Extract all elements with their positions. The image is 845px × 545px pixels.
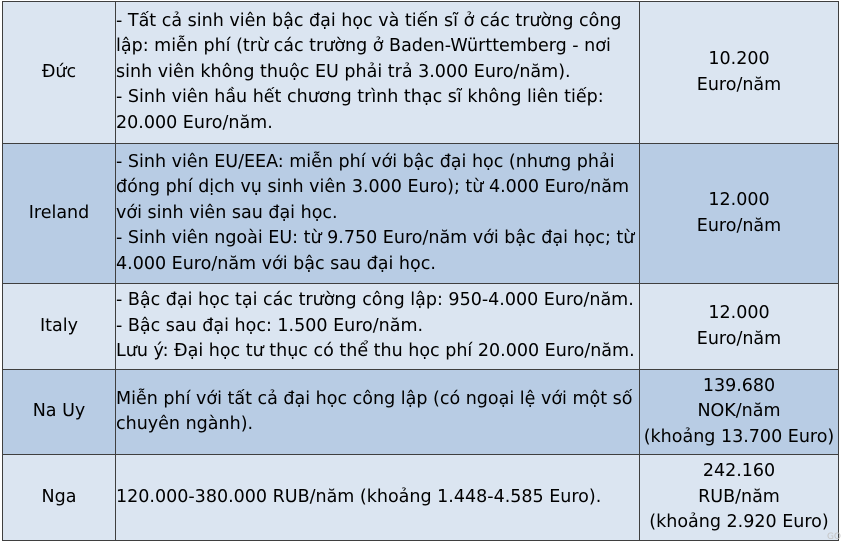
description-line: đóng phí dịch vụ sinh viên 3.000 Euro); từ 4.000 Euro/năm: [116, 177, 630, 198]
description-line: Miễn phí với tất cả đại học công lập (có ngoại lệ với một số: [116, 388, 633, 409]
country-cell: [3, 370, 116, 455]
description-line: - Sinh viên ngoài EU: từ 9.750 Euro/năm với bậc đại học; từ: [116, 228, 635, 249]
description-line: chuyên ngành).: [116, 414, 254, 434]
description-line: 20.000 Euro/năm.: [116, 112, 273, 133]
country-name: Italy: [40, 315, 78, 336]
fee-unit: Euro/năm: [696, 74, 782, 95]
table-row: [3, 284, 839, 370]
table-row: [3, 2, 839, 144]
fee-unit: Euro/năm: [696, 328, 782, 349]
country-cell: [3, 144, 116, 284]
fee-note: (khoảng 2.920 Euro): [649, 512, 829, 533]
country-name: Na Uy: [32, 401, 86, 422]
fee-note: (khoảng 13.700 Euro): [643, 426, 835, 447]
fee-unit: Euro/năm: [696, 215, 782, 236]
fee-amount: 139.680: [702, 375, 776, 396]
description-cell: [116, 370, 640, 455]
fee-cell: [640, 144, 839, 284]
country-cell: [3, 284, 116, 370]
country-name: Nga: [41, 486, 77, 507]
fee-cell: [640, 370, 839, 455]
watermark: GO: [826, 532, 841, 542]
country-cell: [3, 455, 116, 541]
description-line: - Bậc đại học tại các trường công lập: 950-4.000 Euro/năm.: [116, 290, 634, 311]
description-line: Lưu ý: Đại học tư thục có thể thu học phí 20.000 Euro/năm.: [116, 341, 635, 362]
fee-unit: NOK/năm: [697, 401, 781, 422]
description-line: - Tất cả sinh viên bậc đại học và tiến sĩ ở các trường công: [116, 10, 622, 31]
description-cell: [116, 2, 640, 144]
description-line: với sinh viên sau đại học.: [116, 202, 338, 223]
table-row: [3, 144, 839, 284]
fee-amount: 242.160: [702, 461, 776, 482]
description-line: sinh viên không thuộc EU phải trả 3.000 Euro/năm).: [116, 61, 571, 82]
description-cell: [116, 284, 640, 370]
description-line: lập: miễn phí (trừ các trường ở Baden-Württemberg - nơi: [116, 36, 611, 57]
table-row: [3, 455, 839, 541]
description-line: - Sinh viên hầu hết chương trình thạc sĩ không liên tiếp:: [116, 87, 604, 108]
country-name: Ireland: [28, 202, 90, 223]
description-line: - Sinh viên EU/EEA: miễn phí với bậc đại học (nhưng phải: [116, 151, 615, 172]
description-line: 4.000 Euro/năm với bậc sau đại học.: [116, 253, 436, 274]
table-row: [3, 370, 839, 455]
country-name: Đức: [41, 61, 77, 82]
country-cell: [3, 2, 116, 144]
tuition-table: [2, 1, 839, 541]
fee-unit: RUB/năm: [698, 486, 780, 507]
fee-amount: 12.000: [708, 303, 770, 323]
fee-cell: [640, 284, 839, 370]
fee-amount: 12.000: [708, 190, 770, 210]
description-cell: [116, 455, 640, 541]
description-cell: [116, 144, 640, 284]
description-line: 120.000-380.000 RUB/năm (khoảng 1.448-4.585 Euro).: [116, 486, 602, 507]
fee-cell: [640, 2, 839, 144]
description-line: - Bậc sau đại học: 1.500 Euro/năm.: [116, 315, 424, 336]
fee-amount: 10.200: [708, 49, 770, 69]
fee-cell: [640, 455, 839, 541]
